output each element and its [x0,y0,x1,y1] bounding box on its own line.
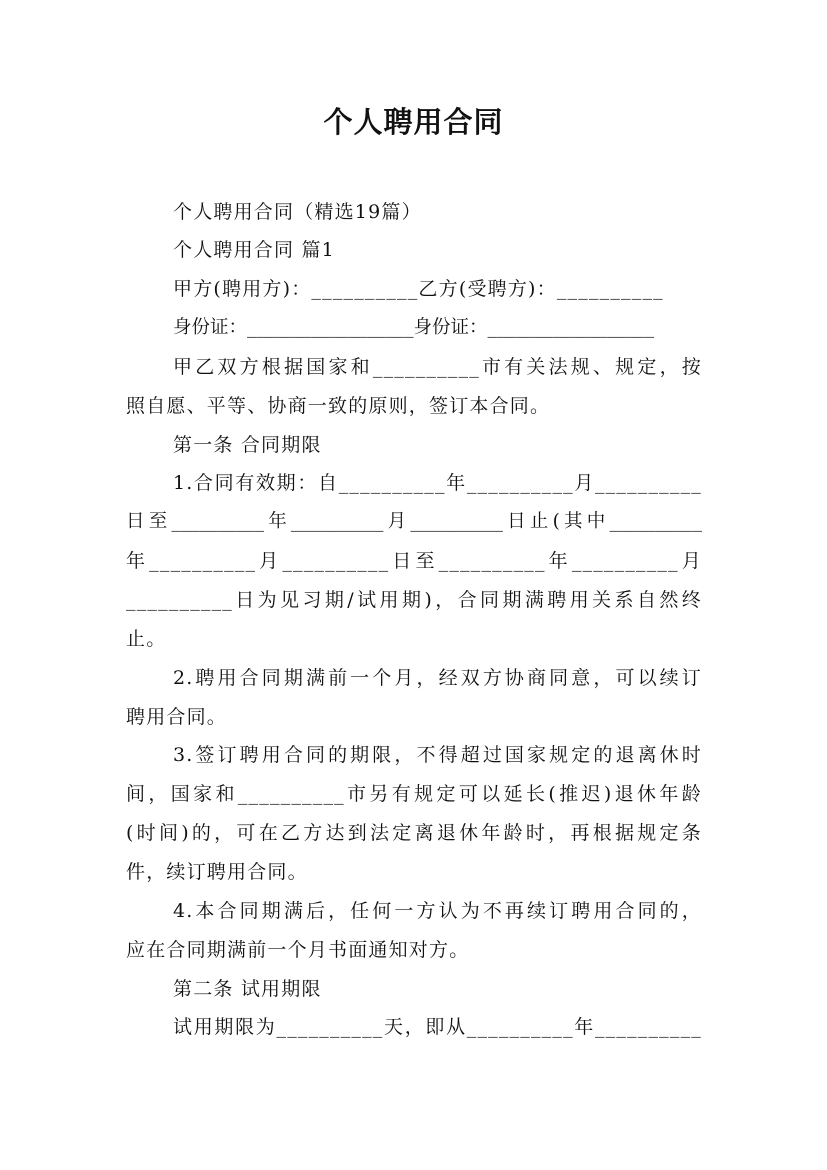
section-heading: 个人聘用合同 篇1 [173,239,335,261]
paragraph-line: 3.签订聘用合同的期限，不得超过国家规定的退离休时 [173,744,702,766]
paragraph-line: 4.本合同期满后，任何一方认为不再续订聘用合同的， [173,900,702,922]
paragraph-line: 日至__________年__________月__________日止(其中__________ [126,511,702,532]
paragraph-line: 止。 [126,628,167,650]
paragraph-line: 聘用合同。 [126,706,228,728]
paragraph-line: 照自愿、平等、协商一致的原则，签订本合同。 [126,395,551,417]
paragraph-line: 1.合同有效期：自__________年__________月__________ [173,472,702,494]
paragraph-line: 年__________月__________日至__________年__________月 [126,550,702,572]
paragraph-line: 试用期限为__________天，即从__________年__________ [173,1016,702,1038]
paragraph-line: 间，国家和__________市另有规定可以延长(推迟)退休年龄 [126,783,702,805]
party-line: 甲方(聘用方)：__________乙方(受聘方)：__________ [173,278,664,300]
paragraph-line: 甲乙双方根据国家和__________市有关法规、规定，按 [173,356,702,378]
subtitle-line: 个人聘用合同（精选19篇） [173,201,422,223]
paragraph-line: 应在合同期满前一个月书面通知对方。 [126,939,470,961]
article-heading: 第一条 合同期限 [173,434,322,456]
paragraph-line: __________日为见习期/试用期)，合同期满聘用关系自然终 [126,589,702,611]
article-heading: 第二条 试用期限 [173,978,322,1000]
paragraph-line: 2.聘用合同期满前一个月，经双方协商同意，可以续订 [173,667,702,689]
paragraph-line: 件，续订聘用合同。 [126,861,308,883]
id-card-line: 身份证：__________________身份证：__________________ [173,317,655,338]
paragraph-line: (时间)的，可在乙方达到法定离退休年龄时，再根据规定条 [126,822,702,844]
document-title: 个人聘用合同 [323,105,504,139]
